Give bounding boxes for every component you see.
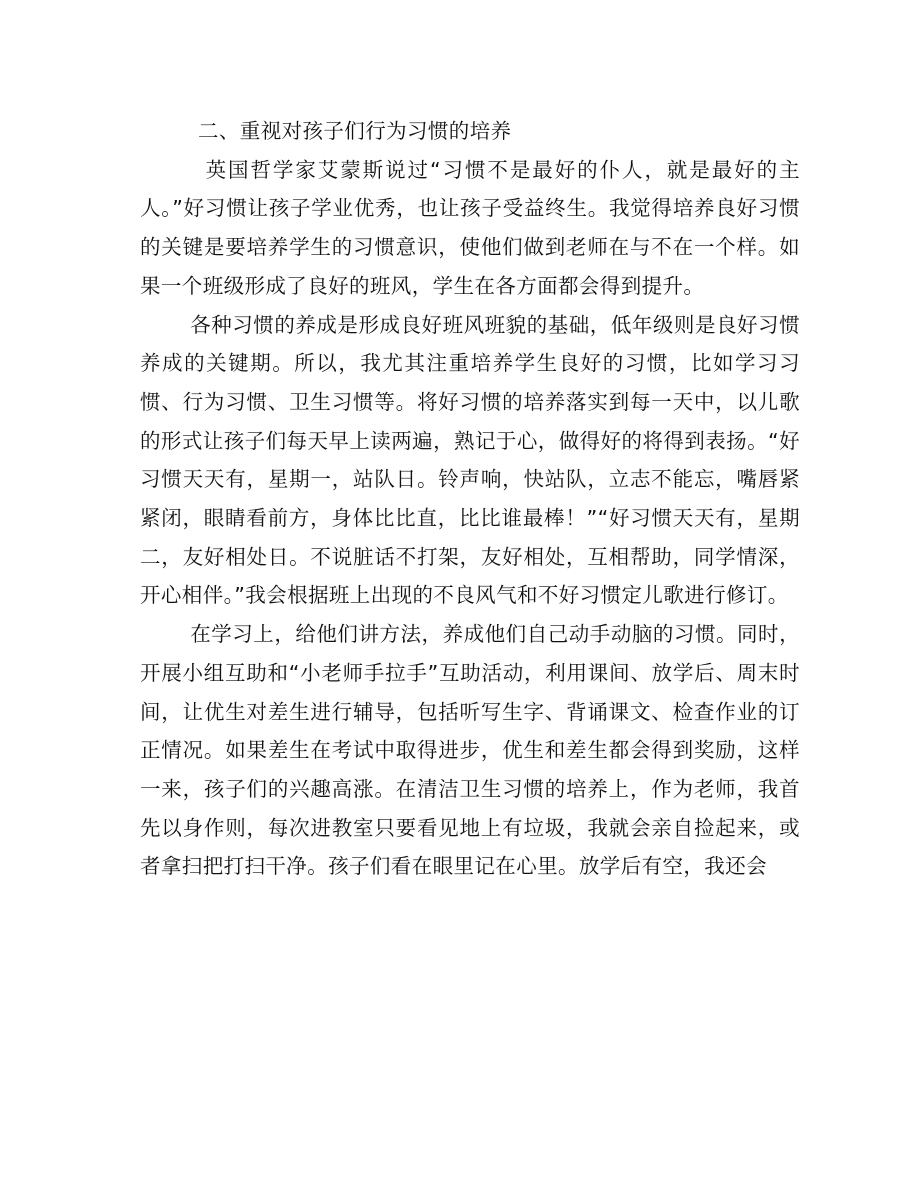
section-heading: 二、重视对孩子们行为习惯的培养 <box>198 119 512 143</box>
paragraph-2: 各种习惯的养成是形成良好班风班貌的基础，低年级则是良好习惯养成的关键期。所以，我尤其注重培养学生良好的习惯，比如学习习惯、行为习惯、卫生习惯等。将好习惯的培养落实到每一天中，以儿歌的形式让孩子们每天早上读两遍，熟记于心，做得好的将得到表扬。“好习惯天天有，星期一，站队日。铃声响，快站队，立志不能忘，嘴唇紧紧闭，眼睛看前方，身体比比直，比比谁最棒！”“好习惯天天有，星期二，友好相处日。不说脏话不打架，友好相处，互相帮助，同学情深，开心相伴。”我会根据班上出现的不良风气和不好习惯定儿歌进行修订。 <box>140 312 800 608</box>
paragraph-3: 在学习上，给他们讲方法，养成他们自己动手动脑的习惯。同时，开展小组互助和“小老师手拉手”互助活动，利用课间、放学后、周末时间，让优生对差生进行辅导，包括听写生字、背诵课文、检查作业的订正情况。如果差生在考试中取得进步，优生和差生都会得到奖励，这样一来，孩子们的兴趣高涨。在清洁卫生习惯的培养上，作为老师，我首先以身作则，每次进教室只要看见地上有垃圾，我就会亲自捡起来，或者拿扫把打扫干净。孩子们看在眼里记在心里。放学后有空，我还会 <box>140 622 800 879</box>
document-body <box>140 112 800 886</box>
paragraph-1: 英国哲学家艾蒙斯说过“习惯不是最好的仆人，就是最好的主人。”好习惯让孩子学业优秀，也让孩子受益终生。我觉得培养良好习惯的关键是要培养学生的习惯意识，使他们做到老师在与不在一个样。如果一个班级形成了良好的班风，学生在各方面都会得到提升。 <box>140 157 800 298</box>
